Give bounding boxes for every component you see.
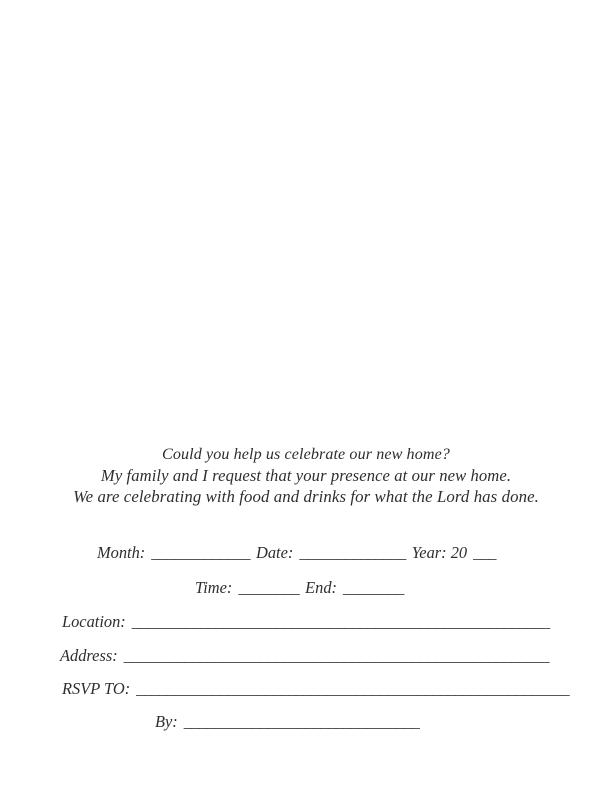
time-row: [195, 578, 404, 598]
location-label: Location:: [62, 612, 126, 631]
date-row: [97, 543, 496, 563]
rsvp-row: [62, 679, 569, 699]
by-row: [155, 712, 419, 732]
invitation-line-3: We are celebrating with food and drinks for what the Lord has done.: [73, 487, 539, 506]
year-label: Year: 20: [411, 543, 468, 562]
invitation-line-1: Could you help us celebrate our new home?: [162, 446, 450, 463]
end-input-blank[interactable]: ________: [342, 578, 404, 597]
location-input-blank[interactable]: _______________________________________________________: [131, 612, 550, 631]
rsvp-input-blank[interactable]: _________________________________________________________: [136, 679, 570, 698]
date-input-blank[interactable]: ______________: [299, 543, 406, 562]
time-label: Time:: [195, 578, 233, 597]
end-label: End:: [305, 578, 337, 597]
address-label: Address:: [60, 646, 118, 665]
address-row: [60, 646, 549, 666]
month-label: Month:: [97, 543, 146, 562]
address-input-blank[interactable]: ________________________________________________________: [123, 646, 550, 665]
invitation-line-2: My family and I request that your presence at our new home.: [100, 466, 512, 485]
invitation-message: [0, 444, 612, 507]
date-label: Date:: [256, 543, 294, 562]
month-input-blank[interactable]: _____________: [151, 543, 251, 562]
year-input-blank[interactable]: ___: [473, 543, 496, 562]
rsvp-label: RSVP TO:: [62, 679, 131, 698]
location-row: [62, 612, 550, 632]
by-input-blank[interactable]: _______________________________: [183, 712, 420, 731]
time-input-blank[interactable]: ________: [238, 578, 300, 597]
by-label: By:: [155, 712, 178, 731]
